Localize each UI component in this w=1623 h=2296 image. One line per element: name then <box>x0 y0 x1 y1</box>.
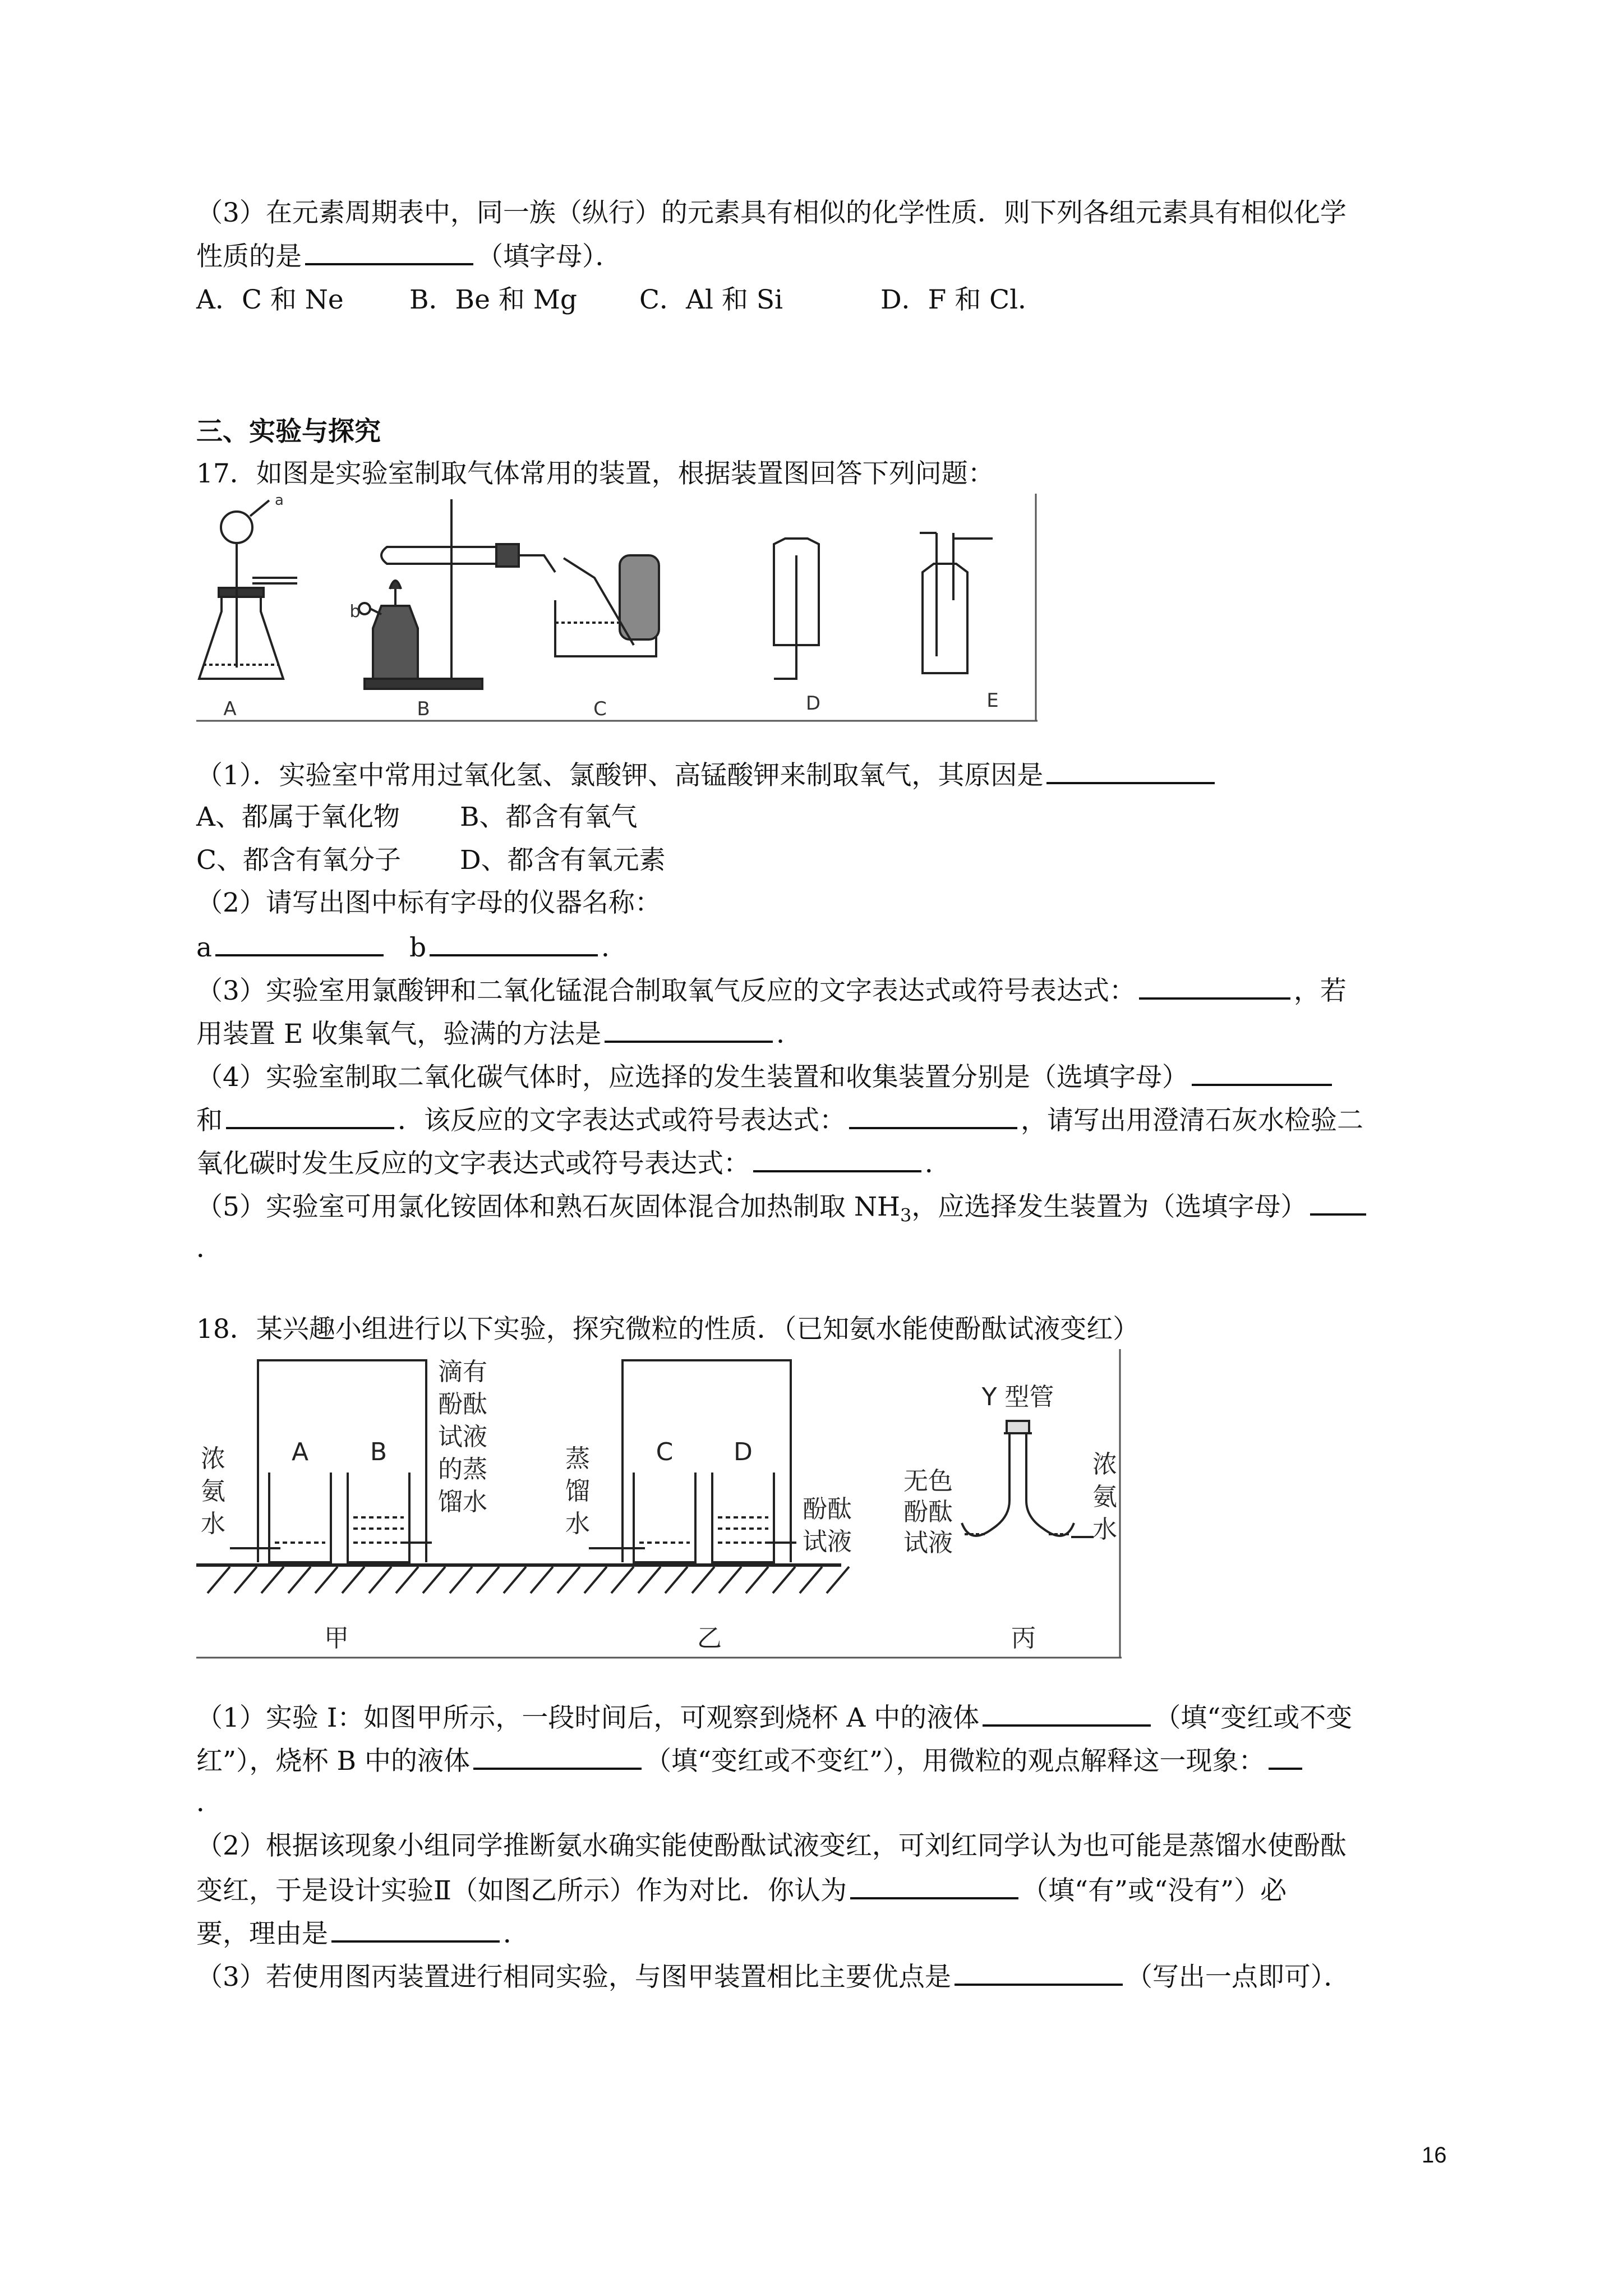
q16-option-c[interactable]: C．Al 和 Si <box>639 284 783 315</box>
q18-part1-line2 <box>196 1743 1306 1778</box>
right-label1-0: 酚酞 <box>803 1495 852 1524</box>
mid-label2-2: 水 <box>565 1510 590 1538</box>
hatch-line <box>504 1567 526 1593</box>
q16-part3-line2-prefix: 性质的是 <box>196 241 302 272</box>
q16-part3-line1: （3）在元素周期表中，同一族（纵行）的元素具有相似的化学性质．则下列各组元素具有相似化学 <box>196 197 1347 228</box>
ground-hatching <box>208 1567 849 1593</box>
page-number: 16 <box>1422 2143 1447 2168</box>
fig17-mark-b: b <box>349 602 361 622</box>
ytube-left-2: 试液 <box>903 1529 953 1557</box>
q16-option-a[interactable]: A．C 和 Ne <box>196 284 344 315</box>
ytube-right-0: 浓 <box>1092 1450 1117 1479</box>
q18-part2-line2-prefix: 变红，于是设计实验Ⅱ（如图乙所示）作为对比．你认为 <box>196 1875 847 1906</box>
q17-part3-line2-suffix: ． <box>776 1019 803 1050</box>
q16-part3-line2 <box>196 238 622 274</box>
q17-option-d[interactable]: D、都含有氧元素 <box>460 845 666 876</box>
q17-part4-test: ，请写出用澄清石灰水检验二 <box>1021 1105 1363 1136</box>
answer-blank[interactable] <box>215 930 384 956</box>
hatch-line <box>288 1567 311 1593</box>
hatch-line <box>531 1567 553 1593</box>
q18-part2-line3 <box>196 1916 529 1951</box>
mid-label1-0: 滴有 <box>438 1358 487 1386</box>
mid-label1-1: 酚酞 <box>438 1390 487 1419</box>
q17-part4-and: 和 <box>196 1105 223 1136</box>
q18-part3-prefix: （3）若使用图丙装置进行相同实验，与图甲装置相比主要优点是 <box>196 1962 951 1993</box>
hatch-line <box>692 1567 714 1593</box>
q17-option-b[interactable]: B、都含有氧气 <box>460 802 638 832</box>
q18-part2-line3-prefix: 要，理由是 <box>196 1918 328 1949</box>
hatch-line <box>827 1567 849 1593</box>
hatch-line <box>584 1567 607 1593</box>
q17-part4-line3 <box>196 1145 951 1181</box>
q17-part1-options-row2 <box>196 844 666 877</box>
answer-blank[interactable] <box>331 1916 500 1943</box>
answer-blank[interactable] <box>1046 757 1215 784</box>
q17-part4-line2 <box>196 1102 1363 1138</box>
beaker-label-b: B <box>370 1438 388 1466</box>
mid-label1-2: 试液 <box>438 1423 487 1451</box>
answer-blank[interactable] <box>473 1743 642 1770</box>
q17-apparatus-figure <box>196 494 1038 729</box>
left-label-2: 水 <box>201 1510 225 1538</box>
q17-part2-b: b <box>409 932 427 963</box>
q17-part2-end: ． <box>601 932 628 963</box>
q18-stem: 18．某兴趣小组进行以下实验，探究微粒的性质．（已知氨水能使酚酞试液变红） <box>196 1314 1140 1345</box>
nh3-subscript: 3 <box>900 1204 912 1226</box>
q17-part5-line1 <box>196 1189 1370 1232</box>
q17-part4-text: （4）实验室制取二氧化碳气体时，应选择的发生装置和收集装置分别是（选填字母） <box>196 1062 1188 1093</box>
hatch-line <box>557 1567 580 1593</box>
q18-part1-line2-a: 红”），烧杯 B 中的液体 <box>196 1746 470 1777</box>
q18-part1-line2-b: （填“变红或不变红”），用微粒的观点解释这一现象： <box>644 1746 1265 1777</box>
fig17-mark-a: a <box>275 494 284 509</box>
beaker-label-a: A <box>291 1438 309 1466</box>
hatch-line <box>450 1567 472 1593</box>
answer-blank[interactable] <box>1139 973 1290 1000</box>
mid-label2-1: 馏 <box>565 1477 590 1506</box>
q18-part2-line1: （2）根据该现象小组同学推断氨水确实能使酚酞试液变红，可刘红同学认为也可能是蒸馏水使酚酞 <box>196 1830 1347 1861</box>
fig17-label-d: D <box>805 692 821 715</box>
q17-part3-line1 <box>196 973 1347 1008</box>
hatch-line <box>719 1567 741 1593</box>
hatch-line <box>423 1567 445 1593</box>
q17-part5-suffix: ，应选择发生装置为（选填字母） <box>911 1191 1307 1222</box>
q17-part5-line2: ． <box>196 1233 223 1264</box>
beaker-label-d: D <box>734 1438 753 1466</box>
hatch-line <box>261 1567 284 1593</box>
hatch-line <box>234 1567 257 1593</box>
mid-label1-4: 馏水 <box>438 1488 487 1516</box>
answer-blank[interactable] <box>849 1102 1017 1129</box>
q17-part1 <box>196 757 1218 793</box>
q17-part4-line3-prefix: 氧化碳时发生反应的文字表达式或符号表达式： <box>196 1148 750 1179</box>
section-title: 三、实验与探究 <box>196 416 381 447</box>
q17-part3-line2 <box>196 1016 803 1051</box>
q18-part2-line2 <box>196 1872 1287 1908</box>
mid-label1-3: 的蒸 <box>438 1455 487 1484</box>
q18-part1-line1 <box>196 1700 1352 1735</box>
q17-option-c[interactable]: C、都含有氧分子 <box>196 845 401 876</box>
q17-part3-suffix: ，若 <box>1293 976 1347 1006</box>
q16-part3-line2-suffix: （填字母）． <box>477 241 622 272</box>
caption-yi: 乙 <box>697 1624 722 1653</box>
q18-part1-prefix: （1）实验 I：如图甲所示，一段时间后，可观察到烧杯 A 中的液体 <box>196 1703 980 1733</box>
hatch-line <box>611 1567 634 1593</box>
hatch-line <box>369 1567 391 1593</box>
hatch-line <box>477 1567 499 1593</box>
answer-blank[interactable] <box>1269 1743 1302 1770</box>
hatch-line <box>773 1567 795 1593</box>
answer-blank[interactable] <box>955 1959 1123 1986</box>
fig17-label-e: E <box>986 689 999 712</box>
ytube-right-2: 水 <box>1092 1515 1117 1544</box>
fig17-label-c: C <box>593 698 607 720</box>
answer-blank[interactable] <box>226 1102 394 1129</box>
q17-part4-line3-suffix: ． <box>925 1148 951 1179</box>
q17-part3-prefix: （3）实验室用氯酸钾和二氧化锰混合制取氧气反应的文字表达式或符号表达式： <box>196 976 1136 1006</box>
hatch-line <box>396 1567 418 1593</box>
hatch-line <box>638 1567 661 1593</box>
q18-part2-line2-suffix: （填“有”或“没有”）必 <box>1021 1875 1287 1906</box>
hatch-line <box>665 1567 688 1593</box>
answer-blank[interactable] <box>430 930 598 956</box>
q18-part3-suffix: （写出一点即可）． <box>1126 1962 1350 1993</box>
q16-option-d[interactable]: D．F 和 Cl． <box>880 284 1045 315</box>
q17-part4-line1 <box>196 1059 1335 1094</box>
answer-blank[interactable] <box>305 238 473 265</box>
q17-part1-options-row1 <box>196 800 638 834</box>
caption-bing: 丙 <box>1011 1624 1036 1653</box>
q17-stem: 17．如图是实验室制取气体常用的装置，根据装置图回答下列问题： <box>196 458 994 489</box>
mid-label2-0: 蒸 <box>565 1444 590 1473</box>
q17-option-a[interactable]: A、都属于氧化物 <box>196 802 400 832</box>
q18-part3 <box>196 1959 1350 1994</box>
hatch-line <box>315 1567 338 1593</box>
q18-experiment-figure <box>196 1349 1122 1663</box>
beaker-label-c: C <box>656 1438 674 1466</box>
answer-blank[interactable] <box>1310 1189 1366 1216</box>
ytube-title: Y 型管 <box>981 1383 1054 1411</box>
q18-part2-line3-suffix: ． <box>503 1918 529 1949</box>
ytube-left-0: 无色 <box>903 1467 953 1496</box>
q17-part2-blanks <box>196 930 628 965</box>
hatch-line <box>342 1567 365 1593</box>
right-label1-1: 试液 <box>803 1527 852 1556</box>
q17-part2: （2）请写出图中标有字母的仪器名称： <box>196 887 661 918</box>
hatch-line <box>746 1567 768 1593</box>
answer-blank[interactable] <box>1192 1059 1332 1086</box>
q18-part1-suffix: （填“变红或不变 <box>1154 1703 1353 1733</box>
hatch-line <box>800 1567 822 1593</box>
answer-blank[interactable] <box>850 1872 1018 1899</box>
fig17-label-a: A <box>223 698 237 720</box>
q16-option-b[interactable]: B．Be 和 Mg <box>409 284 577 315</box>
caption-jia: 甲 <box>324 1624 349 1653</box>
q18-part1-line3: ． <box>196 1787 223 1818</box>
answer-blank[interactable] <box>753 1145 921 1172</box>
q17-part3-line2-prefix: 用装置 E 收集氧气，验满的方法是 <box>196 1019 602 1050</box>
answer-blank[interactable] <box>983 1700 1151 1727</box>
left-label-1: 氨 <box>201 1477 225 1506</box>
fig17-label-b: B <box>417 698 430 720</box>
q17-part5-text: （5）实验室可用氯化铵固体和熟石灰固体混合加热制取 NH <box>196 1191 900 1222</box>
left-label-0: 浓 <box>201 1444 225 1473</box>
ytube-right-1: 氨 <box>1092 1483 1117 1511</box>
q17-part2-a: a <box>196 932 213 963</box>
q16-options <box>196 283 1044 317</box>
ytube-left-1: 酚酞 <box>903 1498 953 1526</box>
hatch-line <box>208 1567 230 1593</box>
q17-part4-expr: ．该反应的文字表达式或符号表达式： <box>398 1105 846 1136</box>
q17-part1-text: （1）．实验室中常用过氧化氢、氯酸钾、高锰酸钾来制取氧气，其原因是 <box>196 760 1044 791</box>
answer-blank[interactable] <box>605 1016 773 1043</box>
